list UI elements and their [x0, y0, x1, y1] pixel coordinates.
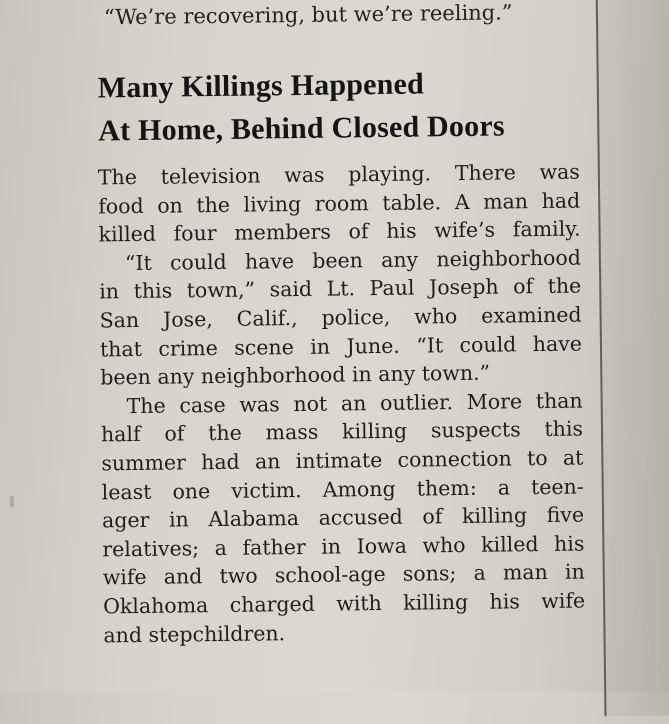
body-line: Oklahoma charged with killing his wife	[102, 588, 586, 619]
body-line: San Jose, Calif., police, who examined	[99, 302, 582, 333]
body-line: that crime scene in June. “It could have	[99, 331, 583, 362]
body-line: food on the living room table. A man had	[98, 188, 581, 219]
body-line: and stepchildren.	[103, 620, 286, 647]
body-line: summer had an intimate connection to at	[101, 445, 584, 476]
body-line: “It could have been any neighborhood	[124, 245, 582, 275]
body-line: wife and two school-age sons; a man in	[102, 559, 585, 590]
body-line: been any neighborhood in any town.”	[100, 360, 491, 390]
headline-line-1: Many Killings Happened	[97, 67, 425, 105]
body-line: The case was not an outlier. More than	[126, 388, 583, 418]
headline-line-2: At Home, Behind Closed Doors	[98, 109, 505, 148]
adjacent-column-margin	[597, 0, 669, 716]
body-line: in this town,” said Lt. Paul Joseph of the	[99, 273, 582, 304]
body-line: killed four members of his wife’s family.	[98, 216, 581, 247]
pull-quote: “We’re recovering, but we’re reeling.”	[103, 0, 513, 30]
headline	[98, 61, 505, 152]
body-line: relatives; a father in Iowa who killed his	[102, 531, 585, 562]
body-line: half of the mass killing suspects this	[100, 416, 584, 447]
body-line: ager in Alabama accused of killing five	[101, 502, 585, 533]
paper-smudge	[10, 496, 14, 508]
body-line: least one victim. Among them: a teen-	[101, 474, 584, 504]
body-line: The television was playing. There was	[97, 159, 580, 190]
article-body	[98, 157, 596, 649]
